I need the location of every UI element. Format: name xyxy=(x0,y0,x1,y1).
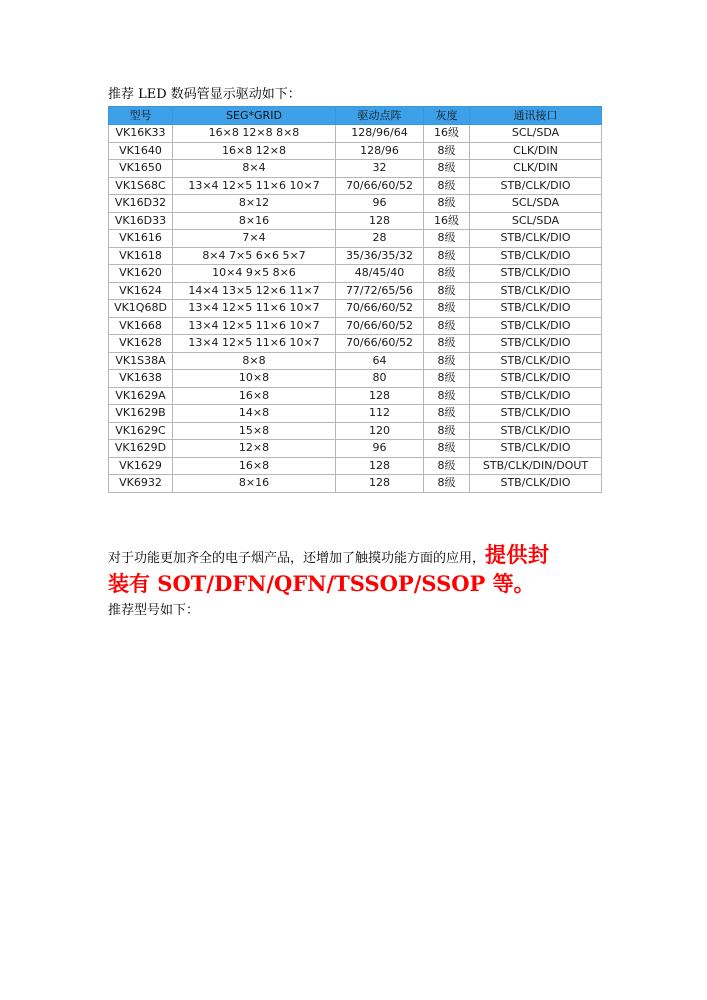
cell-model: VK1638 xyxy=(109,370,173,388)
table-row xyxy=(109,422,602,440)
cell-seg-grid: 12×8 xyxy=(173,440,336,458)
cell-model: VK1668 xyxy=(109,317,173,335)
cell-drive-dots: 64 xyxy=(336,352,424,370)
table-row xyxy=(109,212,602,230)
cell-interface: STB/CLK/DIO xyxy=(470,230,602,248)
cell-interface: STB/CLK/DIO xyxy=(470,475,602,493)
cell-grayscale: 8级 xyxy=(424,370,470,388)
cell-drive-dots: 120 xyxy=(336,422,424,440)
cell-drive-dots: 96 xyxy=(336,195,424,213)
cell-model: VK1640 xyxy=(109,142,173,160)
cell-grayscale: 8级 xyxy=(424,457,470,475)
table-row xyxy=(109,387,602,405)
cell-grayscale: 8级 xyxy=(424,142,470,160)
cell-model: VK1Q68D xyxy=(109,300,173,318)
cell-seg-grid: 7×4 xyxy=(173,230,336,248)
cell-grayscale: 8级 xyxy=(424,195,470,213)
cell-interface: STB/CLK/DIO xyxy=(470,317,602,335)
cell-drive-dots: 112 xyxy=(336,405,424,423)
cell-drive-dots: 128 xyxy=(336,212,424,230)
cell-drive-dots: 70/66/60/52 xyxy=(336,177,424,195)
paragraph-highlight: 提供封 xyxy=(485,542,550,567)
cell-interface: STB/CLK/DIO xyxy=(470,265,602,283)
cell-model: VK16D32 xyxy=(109,195,173,213)
cell-model: VK1620 xyxy=(109,265,173,283)
cell-model: VK1629C xyxy=(109,422,173,440)
cell-drive-dots: 70/66/60/52 xyxy=(336,335,424,353)
paragraph-recommend: 推荐型号如下： xyxy=(108,603,200,618)
table-row xyxy=(109,282,602,300)
table-row xyxy=(109,440,602,458)
table-row xyxy=(109,317,602,335)
cell-grayscale: 8级 xyxy=(424,177,470,195)
cell-grayscale: 8级 xyxy=(424,300,470,318)
cell-seg-grid: 13×4 12×5 11×6 10×7 xyxy=(173,177,336,195)
cell-interface: STB/CLK/DIO xyxy=(470,335,602,353)
cell-seg-grid: 8×4 xyxy=(173,160,336,178)
intro-text: 推荐 LED 数码管显示驱动如下： xyxy=(108,87,301,102)
table-body xyxy=(109,125,602,493)
cell-drive-dots: 128/96/64 xyxy=(336,125,424,143)
cell-interface: STB/CLK/DIO xyxy=(470,247,602,265)
cell-drive-dots: 77/72/65/56 xyxy=(336,282,424,300)
cell-interface: STB/CLK/DIO xyxy=(470,370,602,388)
cell-seg-grid: 8×16 xyxy=(173,212,336,230)
header-seg-grid: SEG*GRID xyxy=(173,107,336,125)
cell-interface: STB/CLK/DIO xyxy=(470,440,602,458)
header-drive-dots: 驱动点阵 xyxy=(336,107,424,125)
cell-model: VK1616 xyxy=(109,230,173,248)
table-row xyxy=(109,230,602,248)
cell-model: VK1618 xyxy=(109,247,173,265)
cell-interface: STB/CLK/DIN/DOUT xyxy=(470,457,602,475)
cell-model: VK6932 xyxy=(109,475,173,493)
cell-model: VK16K33 xyxy=(109,125,173,143)
cell-seg-grid: 16×8 12×8 8×8 xyxy=(173,125,336,143)
cell-seg-grid: 8×4 7×5 6×6 5×7 xyxy=(173,247,336,265)
cell-model: VK1629D xyxy=(109,440,173,458)
header-interface: 通讯接口 xyxy=(470,107,602,125)
cell-drive-dots: 128 xyxy=(336,387,424,405)
header-grayscale: 灰度 xyxy=(424,107,470,125)
cell-interface: STB/CLK/DIO xyxy=(470,405,602,423)
cell-interface: SCL/SDA xyxy=(470,212,602,230)
table-header-row xyxy=(109,107,602,125)
cell-seg-grid: 13×4 12×5 11×6 10×7 xyxy=(173,317,336,335)
cell-grayscale: 8级 xyxy=(424,387,470,405)
cell-seg-grid: 8×12 xyxy=(173,195,336,213)
table-row xyxy=(109,370,602,388)
led-driver-table xyxy=(108,106,602,493)
cell-seg-grid: 14×4 13×5 12×6 11×7 xyxy=(173,282,336,300)
cell-seg-grid: 16×8 xyxy=(173,457,336,475)
table-row xyxy=(109,160,602,178)
cell-grayscale: 8级 xyxy=(424,160,470,178)
table-row xyxy=(109,265,602,283)
cell-grayscale: 8级 xyxy=(424,282,470,300)
cell-seg-grid: 15×8 xyxy=(173,422,336,440)
cell-interface: STB/CLK/DIO xyxy=(470,282,602,300)
cell-model: VK1S38A xyxy=(109,352,173,370)
cell-seg-grid: 8×16 xyxy=(173,475,336,493)
cell-model: VK1629A xyxy=(109,387,173,405)
cell-grayscale: 8级 xyxy=(424,317,470,335)
cell-interface: STB/CLK/DIO xyxy=(470,177,602,195)
cell-drive-dots: 32 xyxy=(336,160,424,178)
table-row xyxy=(109,335,602,353)
cell-drive-dots: 96 xyxy=(336,440,424,458)
cell-model: VK1650 xyxy=(109,160,173,178)
cell-interface: SCL/SDA xyxy=(470,125,602,143)
cell-seg-grid: 13×4 12×5 11×6 10×7 xyxy=(173,335,336,353)
table-row xyxy=(109,300,602,318)
cell-drive-dots: 128/96 xyxy=(336,142,424,160)
cell-grayscale: 8级 xyxy=(424,247,470,265)
cell-interface: CLK/DIN xyxy=(470,142,602,160)
table-row xyxy=(109,142,602,160)
table-row xyxy=(109,475,602,493)
cell-interface: STB/CLK/DIO xyxy=(470,300,602,318)
paragraph-touch-text: 对于功能更加齐全的电子烟产品，还增加了触摸功能方面的应用， xyxy=(108,551,486,566)
cell-model: VK1624 xyxy=(109,282,173,300)
cell-grayscale: 8级 xyxy=(424,475,470,493)
cell-seg-grid: 14×8 xyxy=(173,405,336,423)
cell-grayscale: 8级 xyxy=(424,352,470,370)
table-row xyxy=(109,405,602,423)
header-model: 型号 xyxy=(109,107,173,125)
table-row xyxy=(109,125,602,143)
cell-grayscale: 8级 xyxy=(424,405,470,423)
cell-model: VK1629B xyxy=(109,405,173,423)
cell-grayscale: 8级 xyxy=(424,422,470,440)
table-row xyxy=(109,177,602,195)
cell-seg-grid: 10×4 9×5 8×6 xyxy=(173,265,336,283)
cell-model: VK1S68C xyxy=(109,177,173,195)
table-row xyxy=(109,352,602,370)
cell-seg-grid: 10×8 xyxy=(173,370,336,388)
cell-interface: CLK/DIN xyxy=(470,160,602,178)
cell-drive-dots: 128 xyxy=(336,475,424,493)
cell-drive-dots: 35/36/35/32 xyxy=(336,247,424,265)
cell-interface: SCL/SDA xyxy=(470,195,602,213)
cell-grayscale: 8级 xyxy=(424,265,470,283)
cell-grayscale: 8级 xyxy=(424,440,470,458)
cell-model: VK16D33 xyxy=(109,212,173,230)
cell-drive-dots: 70/66/60/52 xyxy=(336,317,424,335)
cell-drive-dots: 128 xyxy=(336,457,424,475)
cell-drive-dots: 28 xyxy=(336,230,424,248)
cell-drive-dots: 70/66/60/52 xyxy=(336,300,424,318)
cell-drive-dots: 80 xyxy=(336,370,424,388)
table-row xyxy=(109,195,602,213)
cell-interface: STB/CLK/DIO xyxy=(470,422,602,440)
cell-grayscale: 16级 xyxy=(424,212,470,230)
cell-seg-grid: 16×8 xyxy=(173,387,336,405)
cell-interface: STB/CLK/DIO xyxy=(470,387,602,405)
table-row xyxy=(109,457,602,475)
cell-grayscale: 8级 xyxy=(424,335,470,353)
cell-seg-grid: 8×8 xyxy=(173,352,336,370)
cell-interface: STB/CLK/DIO xyxy=(470,352,602,370)
cell-seg-grid: 16×8 12×8 xyxy=(173,142,336,160)
cell-model: VK1629 xyxy=(109,457,173,475)
table-row xyxy=(109,247,602,265)
cell-model: VK1628 xyxy=(109,335,173,353)
paragraph-package-list: 装有 SOT/DFN/QFN/TSSOP/SSOP 等。 xyxy=(108,571,535,596)
cell-drive-dots: 48/45/40 xyxy=(336,265,424,283)
cell-grayscale: 8级 xyxy=(424,230,470,248)
cell-seg-grid: 13×4 12×5 11×6 10×7 xyxy=(173,300,336,318)
cell-grayscale: 16级 xyxy=(424,125,470,143)
